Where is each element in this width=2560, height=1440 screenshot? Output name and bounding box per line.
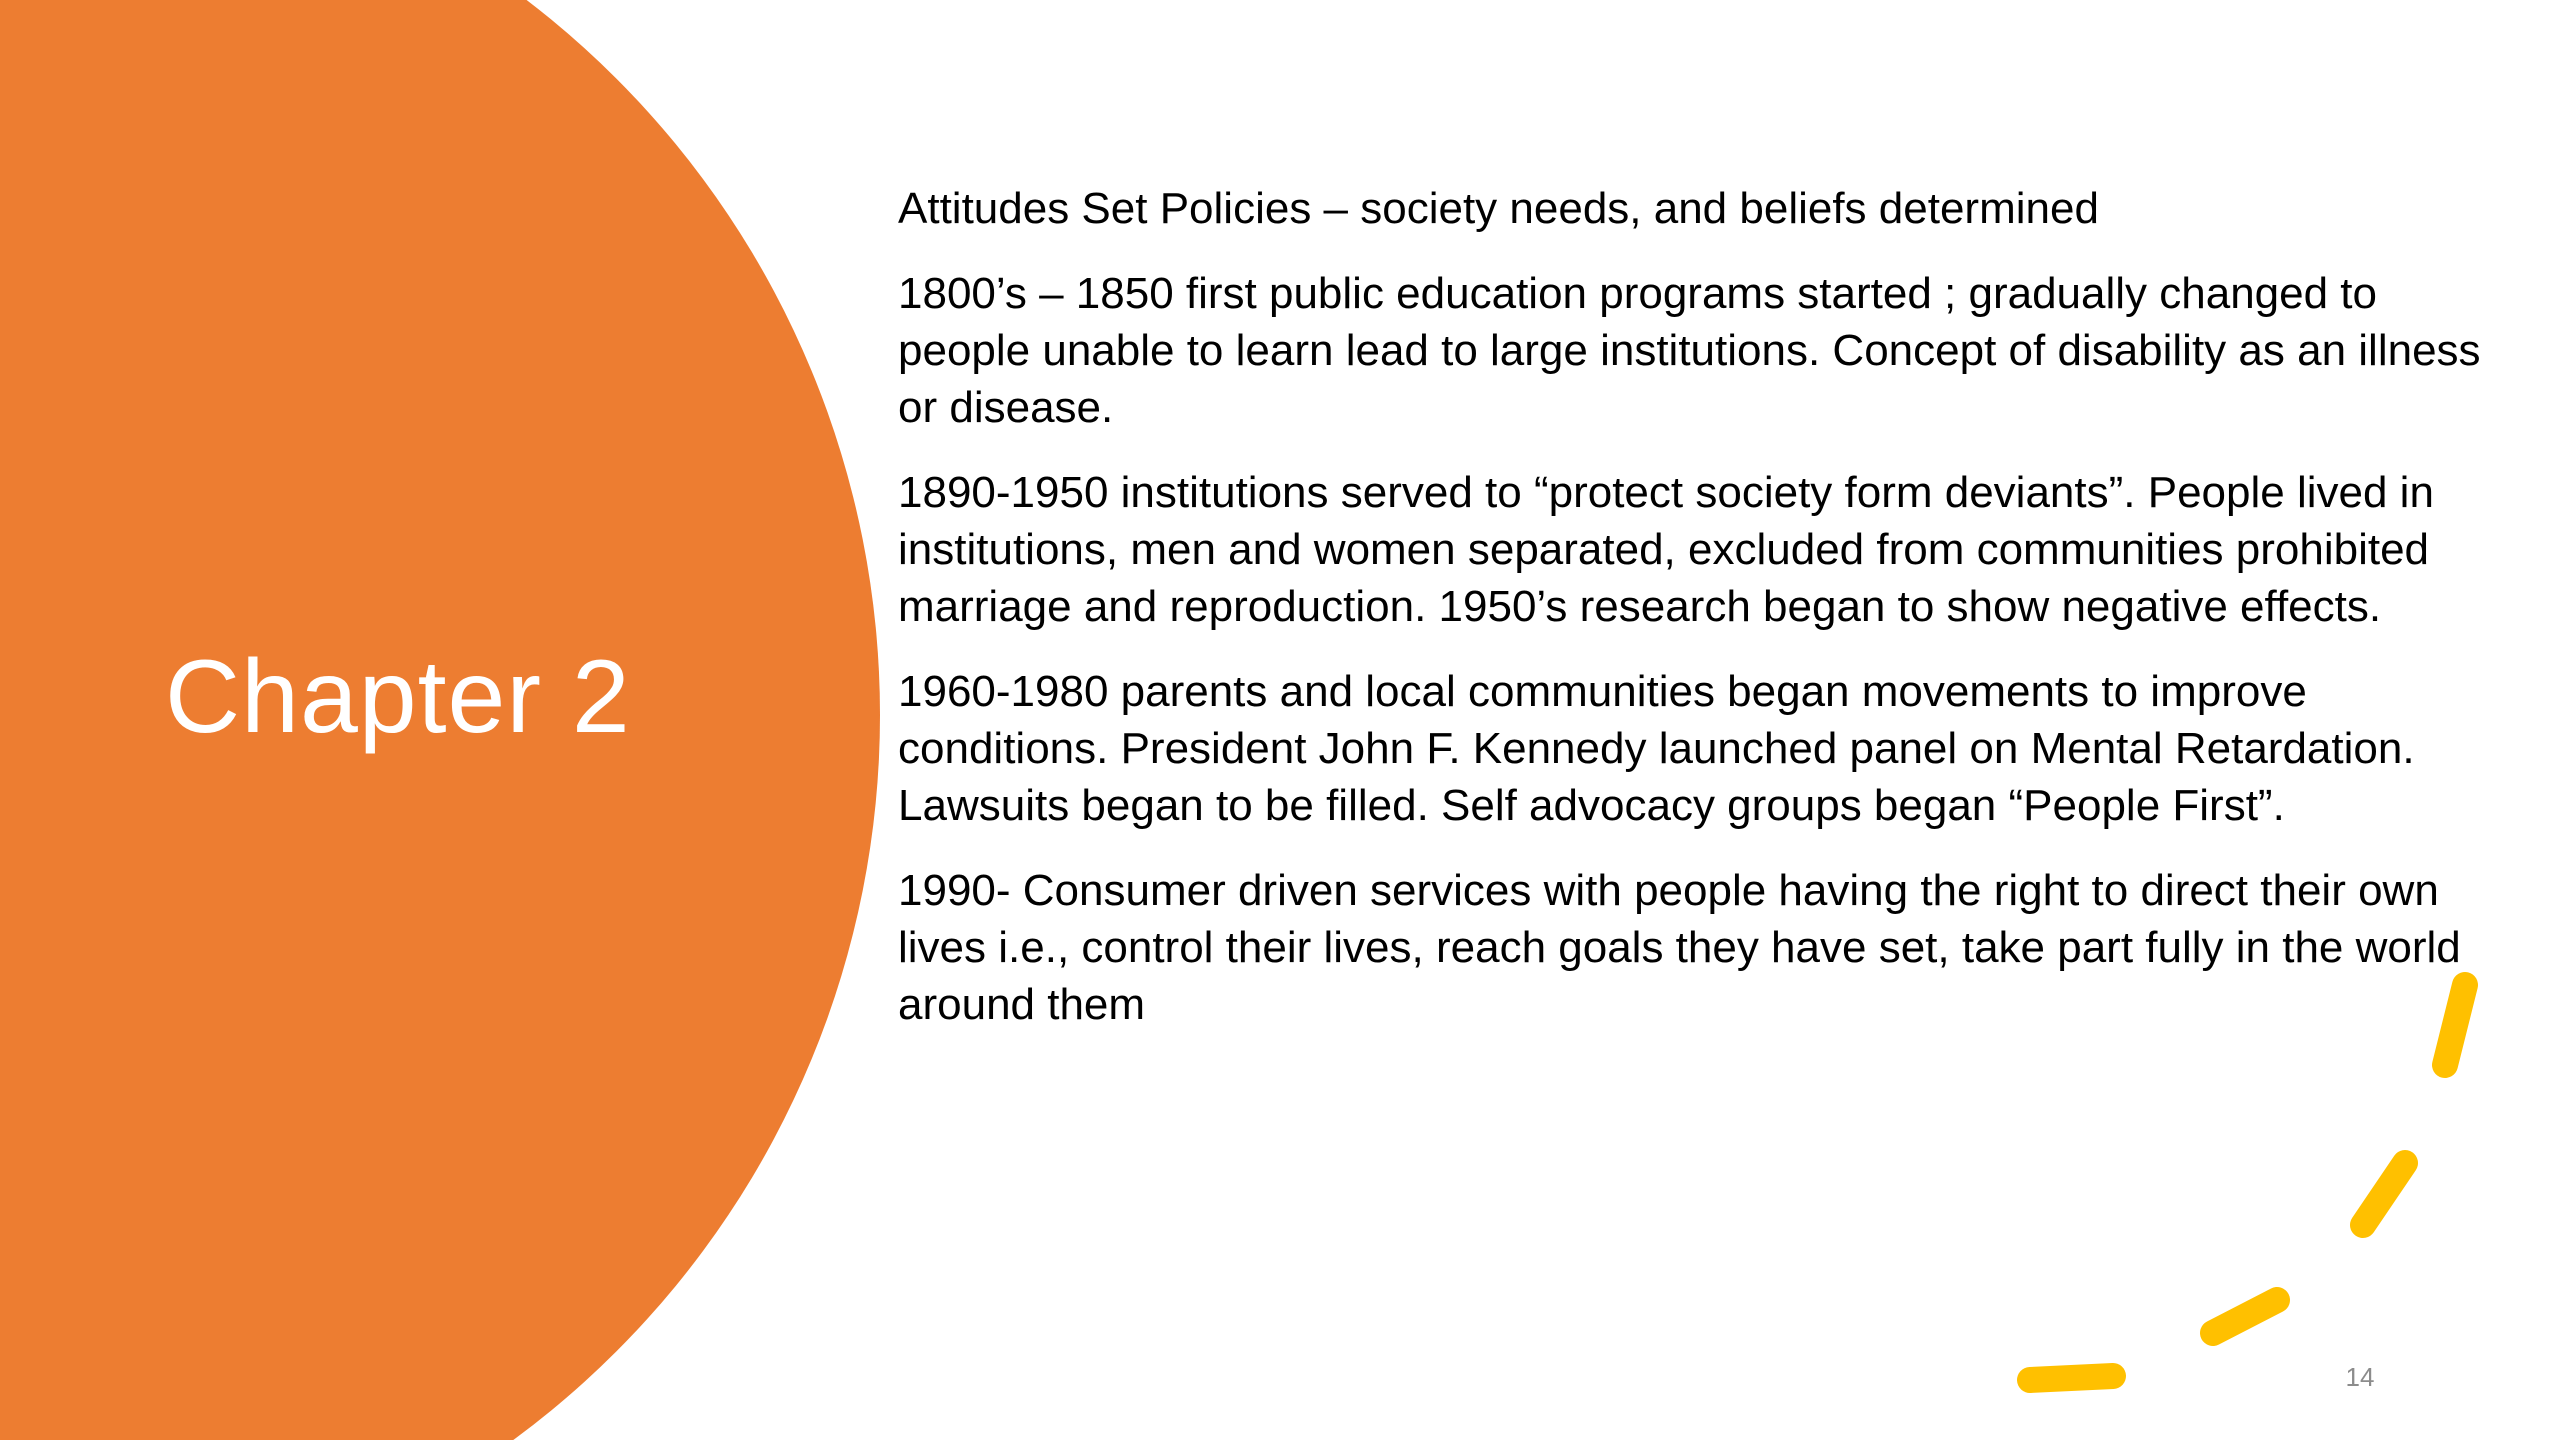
- slide-title: Chapter 2: [165, 639, 631, 755]
- slide-body: [898, 180, 2498, 1061]
- paragraph-1890-1950: 1890-1950 institutions served to “protect society form deviants”. People lived in institutions, men and women separated, excluded from communities prohibited marriage and reproduction. 1950’s research began to show negative effects.: [898, 468, 2434, 631]
- paragraph-1990: 1990- Consumer driven services with people having the right to direct their own lives i.e., control their lives, reach goals they have set, take part fully in the world around them: [898, 866, 2461, 1029]
- page-number: 14: [2345, 1362, 2375, 1392]
- dash-segment: [2363, 1163, 2405, 1225]
- dash-segment: [2213, 1300, 2277, 1333]
- dash-segment: [2030, 1376, 2113, 1380]
- paragraph-attitudes: Attitudes Set Policies – society needs, and beliefs determined: [898, 184, 2099, 233]
- paragraph-1800s: 1800’s – 1850 first public education programs started ; gradually changed to people unable to learn lead to large institutions. Concept of disability as an illness or disease.: [898, 269, 2481, 432]
- paragraph-1960-1980: 1960-1980 parents and local communities began movements to improve conditions. President John F. Kennedy launched panel on Mental Retardation. Lawsuits began to be filled. Self advocacy groups began “People First”.: [898, 667, 2415, 830]
